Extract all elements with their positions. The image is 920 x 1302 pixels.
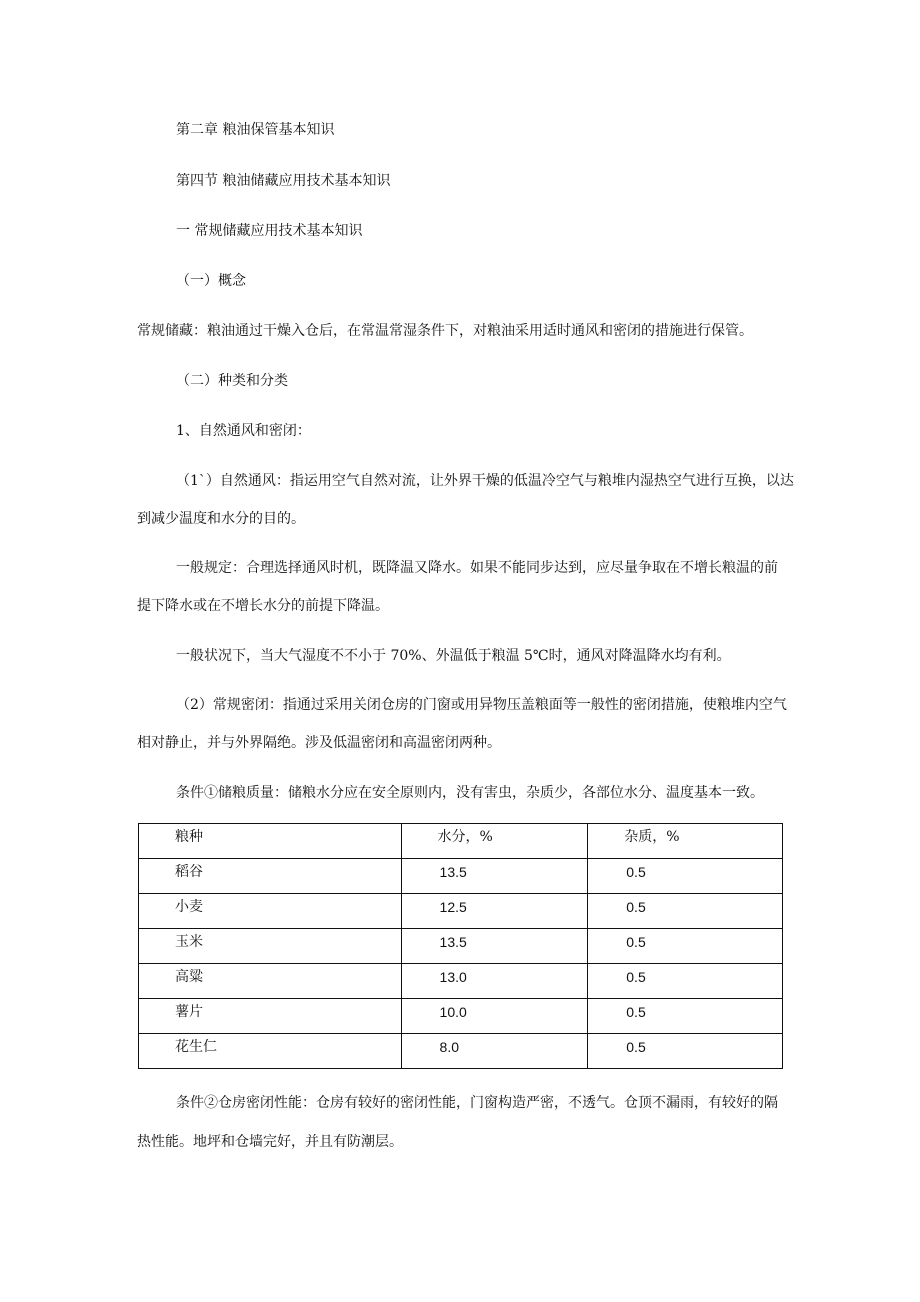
table-row (139, 1034, 783, 1069)
section-title: 第四节 粮油储藏应用技术基本知识 (176, 173, 391, 189)
table-cell: 薯片 (139, 999, 402, 1034)
table-cell: 0.5 (588, 894, 783, 929)
table-cell: 0.5 (588, 999, 783, 1034)
table-cell: 0.5 (588, 929, 783, 964)
table-cell: 稻谷 (139, 859, 402, 894)
table-cell: 花生仁 (139, 1034, 402, 1069)
table-row (139, 859, 783, 894)
concept-heading: （一）概念 (176, 273, 246, 289)
table-header-cell: 杂质，% (588, 824, 783, 859)
rule-paragraph-line1: 一般规定：合理选择通风时机，既降温又降水。如果不能同步达到，应尽量争取在不增长粮温的前 (176, 560, 778, 576)
part-title: 一 常规储藏应用技术基本知识 (176, 223, 363, 239)
table-cell: 0.5 (588, 1034, 783, 1069)
table-row (139, 894, 783, 929)
item-heading: 1、自然通风和密闭： (176, 423, 311, 439)
condition1-paragraph: 条件①储粮质量：储粮水分应在安全原则内，没有害虫，杂质少，各部位水分、温度基本一致。 (176, 785, 764, 801)
condition2-paragraph-line2: 热性能。地坪和仓墙完好，并且有防潮层。 (137, 1134, 403, 1150)
table-header-cell: 粮种 (139, 824, 402, 859)
seal-paragraph-line1: （2）常规密闭：指通过采用关闭仓房的门窗或用异物压盖粮面等一般性的密闭措施，使粮堆内空气 (176, 697, 787, 713)
table-cell: 0.5 (588, 859, 783, 894)
table-cell: 13.0 (401, 964, 588, 999)
concept-paragraph: 常规储藏：粮油通过干燥入仓后，在常温常湿条件下，对粮油采用适时通风和密闭的措施进行保管。 (137, 323, 753, 339)
table-cell: 13.5 (401, 859, 588, 894)
table-cell: 0.5 (588, 964, 783, 999)
general-paragraph: 一般状况下，当大气湿度不不小于 70%、外温低于粮温 5℃时，通风对降温降水均有利。 (176, 648, 731, 664)
table-cell: 玉米 (139, 929, 402, 964)
table-cell: 小麦 (139, 894, 402, 929)
seal-paragraph-line2: 相对静止，并与外界隔绝。涉及低温密闭和高温密闭两种。 (137, 735, 501, 751)
rule-paragraph-line2: 提下降水或在不增长水分的前提下降温。 (137, 598, 389, 614)
grain-quality-table (138, 823, 783, 1069)
table-cell: 13.5 (401, 929, 588, 964)
table-cell: 12.5 (401, 894, 588, 929)
table-row (139, 999, 783, 1034)
table-cell: 高粱 (139, 964, 402, 999)
table-cell: 8.0 (401, 1034, 588, 1069)
table-row (139, 929, 783, 964)
table-header-row (139, 824, 783, 859)
types-heading: （二）种类和分类 (176, 373, 288, 389)
chapter-title: 第二章 粮油保管基本知识 (176, 122, 335, 138)
table-header-cell: 水分，% (401, 824, 588, 859)
table-cell: 10.0 (401, 999, 588, 1034)
condition2-paragraph-line1: 条件②仓房密闭性能：仓房有较好的密闭性能，门窗构造严密，不透气。仓顶不漏雨，有较好的隔 (176, 1095, 778, 1111)
table-row (139, 964, 783, 999)
ventilation-paragraph-line1: （1`）自然通风：指运用空气自然对流，让外界干燥的低温冷空气与粮堆内湿热空气进行互换，以达 (176, 473, 794, 489)
ventilation-paragraph-line2: 到减少温度和水分的目的。 (137, 511, 305, 527)
